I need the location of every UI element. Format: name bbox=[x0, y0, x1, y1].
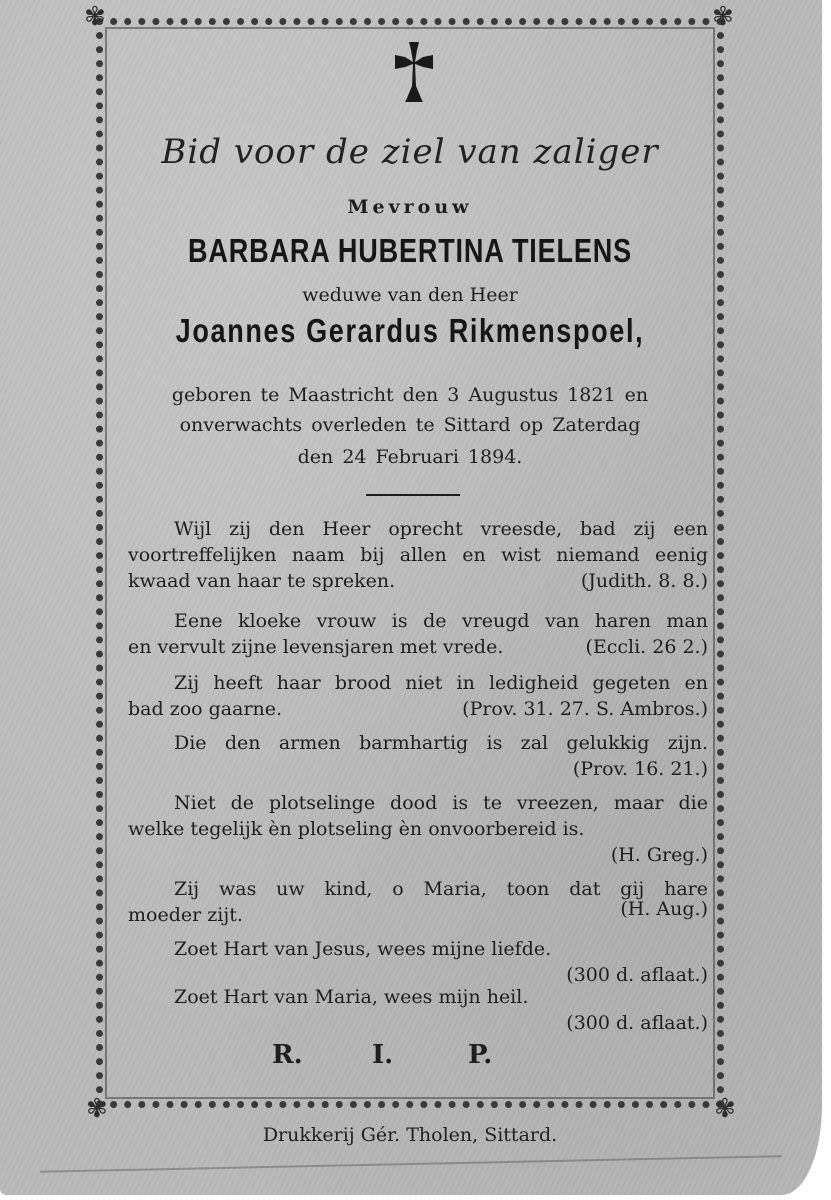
biography-line: onverwachts overleden te Sittard op Zaterdag bbox=[179, 414, 641, 436]
verse-line: kwaad van haar te spreken. bbox=[128, 570, 396, 592]
verse-reference: (300 d. aflaat.) bbox=[566, 964, 708, 986]
verse-line: Zij was uw kind, o Maria, toon dat gij hare bbox=[174, 878, 708, 900]
border-corner-flourish-icon: ✾ bbox=[714, 1094, 736, 1124]
verse-line: Niet de plotselinge dood is te vreezen, maar die bbox=[174, 792, 708, 814]
biography-line: den 24 Februari 1894. bbox=[297, 446, 523, 468]
card-title: Bid voor de ziel van zaliger bbox=[161, 132, 659, 172]
verse-line: Zoet Hart van Maria, wees mijn heil. bbox=[174, 986, 529, 1008]
verse-line: en vervult zijne levensjaren met vrede. bbox=[128, 636, 504, 658]
prayer-jesus bbox=[128, 936, 708, 988]
verse-reference: (300 d. aflaat.) bbox=[566, 1012, 708, 1034]
border-corner-flourish-icon: ✾ bbox=[712, 2, 734, 32]
verse-line: Zij heeft haar brood niet in ledigheid gegeten en bbox=[174, 672, 708, 694]
verse-reference: (H. Aug.) bbox=[620, 898, 708, 920]
verse-h-greg bbox=[128, 790, 708, 868]
verse-line: Zoet Hart van Jesus, wees mijne liefde. bbox=[174, 938, 552, 960]
printer-imprint: Drukkerij Gér. Tholen, Sittard. bbox=[262, 1124, 558, 1146]
verse-line: bad zoo gaarne. bbox=[128, 698, 283, 720]
verse-prov-16 bbox=[128, 730, 708, 782]
prayer-maria bbox=[128, 984, 708, 1036]
verse-reference: (Prov. 16. 21.) bbox=[572, 758, 708, 780]
deceased-name: BARBARA HUBERTINA TIELENS bbox=[188, 232, 632, 269]
verse-reference: (Prov. 31. 27. S. Ambros.) bbox=[462, 698, 708, 720]
section-divider bbox=[366, 494, 460, 496]
honorific: Mevrouw bbox=[347, 196, 473, 218]
verse-judith bbox=[128, 516, 708, 594]
verse-reference: (Eccli. 26 2.) bbox=[585, 636, 708, 658]
verse-prov-31 bbox=[128, 670, 708, 722]
verse-reference: (H. Greg.) bbox=[610, 844, 708, 866]
rip-letter: R. bbox=[272, 1040, 303, 1070]
cross-icon bbox=[393, 40, 435, 104]
verse-line: voortreffelijken naam bij allen en wist niemand eenig bbox=[128, 544, 708, 566]
verse-line: welke tegelijk èn plotseling èn onvoorbereid is. bbox=[128, 818, 585, 840]
verse-eccli bbox=[128, 608, 708, 660]
biography-line: geboren te Maastricht den 3 Augustus 1821 en bbox=[171, 384, 649, 406]
rip-letter: I. bbox=[372, 1040, 394, 1070]
rip-letter: P. bbox=[468, 1040, 493, 1070]
verse-h-aug bbox=[128, 876, 708, 928]
border-corner-flourish-icon: ✾ bbox=[84, 2, 106, 32]
verse-line: Eene kloeke vrouw is de vreugd van haren man bbox=[174, 610, 708, 632]
border-corner-flourish-icon: ✾ bbox=[86, 1094, 108, 1124]
verse-line: Wijl zij den Heer oprecht vreesde, bad zij een bbox=[174, 518, 708, 540]
relation-text: weduwe van den Heer bbox=[302, 284, 518, 306]
verse-line: moeder zijt. bbox=[128, 904, 243, 926]
verse-reference: (Judith. 8. 8.) bbox=[580, 570, 708, 592]
spouse-name: Joannes Gerardus Rikmenspoel, bbox=[175, 312, 645, 349]
verse-line: Die den armen barmhartig is zal gelukkig zijn. bbox=[174, 732, 708, 754]
